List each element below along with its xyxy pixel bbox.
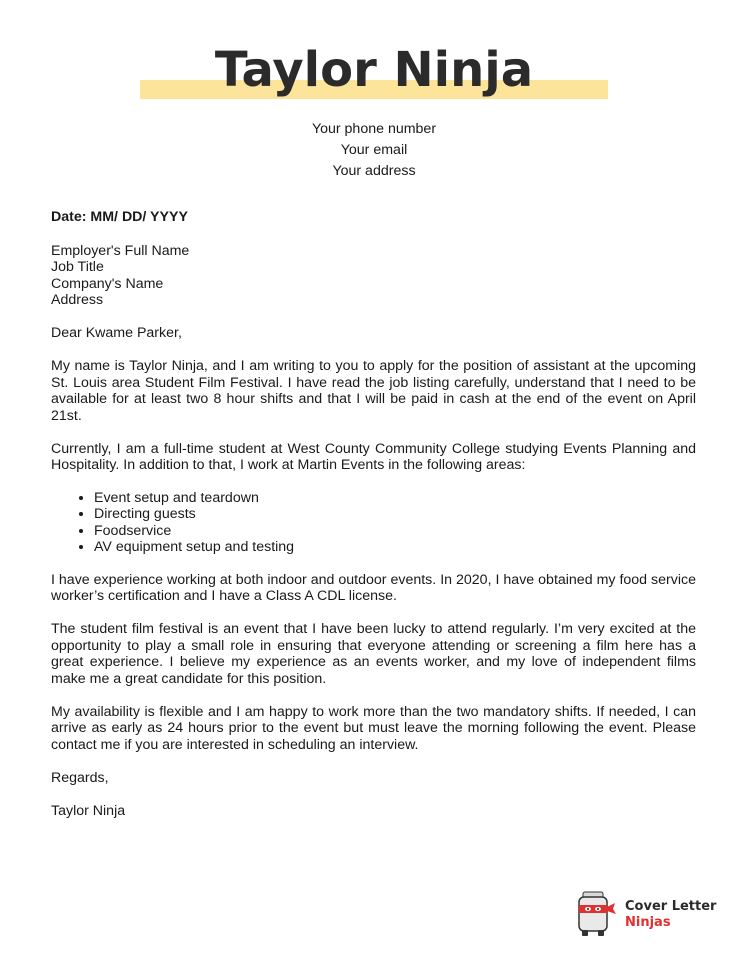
experience-list [51,490,696,555]
list-item: • Event setup and teardown [94,490,696,506]
paragraph-availability: My availability is flexible and I am happy to work more than the two mandatory shifts. If needed, I can arrive as early as 24 hours prior to the event but must leave the morning following the event. Please contact me if you are interested in scheduling an interview. [51,703,696,753]
closing: Regards, [51,769,109,786]
contact-info [0,119,748,182]
applicant-name: Taylor Ninja [214,42,534,98]
letter-date: Date: MM/ DD/ YYYY [51,209,188,225]
contact-email: Your email [340,142,408,158]
contact-phone: Your phone number [311,121,437,137]
list-item: • Directing guests [94,506,696,522]
paragraph-festival: The student film festival is an event that I have been lucky to attend regularly. I’m very excited at the opportunity to play a small role in ensuring that everyone attending or screening a film here has a great experience. I believe my experience as an events worker, and my love of independent films make me a great candidate for this position. [51,621,696,687]
name-header [0,40,748,104]
contact-address: Your address [332,163,416,179]
ninja-mascot-icon [574,890,618,938]
paragraph-intro: My name is Taylor Ninja, and I am writing to you to apply for the position of assistant at the upcoming St. Louis area Student Film Festival. I have read the job listing carefully, understand that I need to be available for at least two 8 hour shifts and that I will be paid in cash at the end of the event on April 21st. [51,358,696,424]
logo-line-1: Cover Letter [625,899,717,914]
signature: Taylor Ninja [51,802,126,819]
recipient-block [51,243,696,309]
list-item: • Foodservice [94,523,696,539]
paragraph-current: Currently, I am a full-time student at West County Community College studying Events Planning and Hospitality. In addition to that, I work at Martin Events in the following areas: [51,440,696,473]
logo-wordmark [625,899,716,931]
recipient-name: Employer's Full Name [51,242,190,259]
logo-line-2: Ninjas [625,915,671,930]
recipient-address: Address [51,292,104,308]
list-item: • AV equipment setup and testing [94,539,696,555]
recipient-title: Job Title [51,259,104,275]
letter-body [51,209,696,819]
recipient-company: Company's Name [51,275,164,292]
paragraph-experience: I have experience working at both indoor and outdoor events. In 2020, I have obtained my food service worker’s certification and I have a Class A CDL license. [51,571,696,605]
cover-letter-ninjas-logo [574,890,724,938]
salutation: Dear Kwame Parker, [51,325,182,341]
